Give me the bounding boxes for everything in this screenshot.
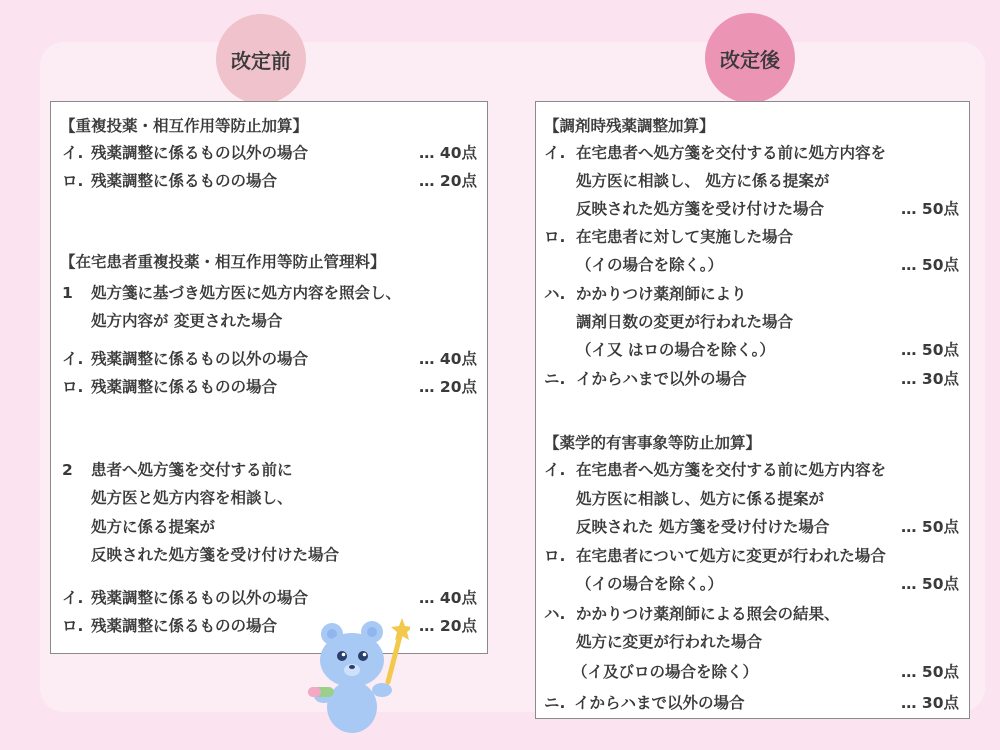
list-item: イ. 在宅患者へ処方箋を交付する前に処方内容を bbox=[544, 144, 887, 162]
after-badge bbox=[705, 13, 795, 103]
before-badge bbox=[216, 14, 306, 104]
list-item: ニ. イからハまで以外の場合 … 30点 bbox=[544, 694, 959, 712]
after-label: 改定後 bbox=[720, 47, 780, 72]
list-item: ロ. 在宅患者に対して実施した場合 bbox=[544, 228, 794, 246]
section-title: 【在宅患者重複投薬・相互作用等防止管理料】 bbox=[60, 253, 386, 271]
list-item: イ. 残薬調整に係るもの以外の場合 … 40点 bbox=[62, 350, 477, 368]
list-item-cont: 処方医に相談し、 処方に係る提案が bbox=[576, 172, 830, 190]
list-item-cont: （イ及びロの場合を除く） … 50点 bbox=[572, 663, 959, 681]
list-item-cont: （イの場合を除く。） … 50点 bbox=[576, 256, 959, 274]
list-item-cont: 処方に変更が行われた場合 bbox=[576, 633, 763, 651]
list-item: ハ. かかりつけ薬剤師により bbox=[544, 285, 747, 303]
list-item: ニ. イからハまで以外の場合 … 30点 bbox=[544, 370, 959, 388]
bear-mascot-icon bbox=[300, 612, 410, 737]
list-item-cont: 反映された処方箋を受け付けた場合 … 50点 bbox=[576, 200, 959, 218]
list-item: ロ. 在宅患者について処方に変更が行われた場合 bbox=[544, 547, 886, 565]
list-item-cont: 処方医に相談し、処方に係る提案が bbox=[576, 490, 825, 508]
mascot-body bbox=[308, 618, 410, 733]
list-item: 2 患者へ処方箋を交付する前に bbox=[62, 461, 293, 479]
list-item-cont: 反映された 処方箋を受け付けた場合 … 50点 bbox=[576, 518, 959, 536]
list-item: ロ. 残薬調整に係るものの場合 … 20点 bbox=[62, 378, 477, 396]
list-item-cont: 処方内容が 変更された場合 bbox=[91, 312, 283, 330]
section-title: 【薬学的有害事象等防止加算】 bbox=[544, 434, 762, 452]
list-item: ロ. 残薬調整に係るものの場合 … 20点 bbox=[62, 617, 477, 635]
list-item-cont: 処方医と処方内容を相談し、 bbox=[91, 489, 293, 507]
list-item: イ. 在宅患者へ処方箋を交付する前に処方内容を bbox=[544, 461, 887, 479]
list-item: イ. 残薬調整に係るもの以外の場合 … 40点 bbox=[62, 144, 477, 162]
list-item: ロ. 残薬調整に係るものの場合 … 20点 bbox=[62, 172, 477, 190]
list-item: ハ. かかりつけ薬剤師による照会の結果、 bbox=[544, 605, 840, 623]
list-item: 1 処方箋に基づき処方医に処方内容を照会し、 bbox=[62, 284, 402, 302]
list-item-cont: 反映された処方箋を受け付けた場合 bbox=[91, 546, 340, 564]
list-item: イ. 残薬調整に係るもの以外の場合 … 40点 bbox=[62, 589, 477, 607]
list-item-cont: （イ又 はロの場合を除く。） … 50点 bbox=[576, 341, 959, 359]
list-item-cont: 処方に係る提案が bbox=[91, 518, 216, 536]
section-title: 【重複投薬・相互作用等防止加算】 bbox=[60, 117, 309, 135]
before-label: 改定前 bbox=[231, 48, 291, 73]
before-box bbox=[50, 101, 488, 654]
list-item-cont: （イの場合を除く。） … 50点 bbox=[576, 575, 959, 593]
after-box bbox=[535, 101, 970, 719]
list-item-cont: 調剤日数の変更が行われた場合 bbox=[576, 313, 794, 331]
section-title: 【調剤時残薬調整加算】 bbox=[544, 117, 715, 135]
